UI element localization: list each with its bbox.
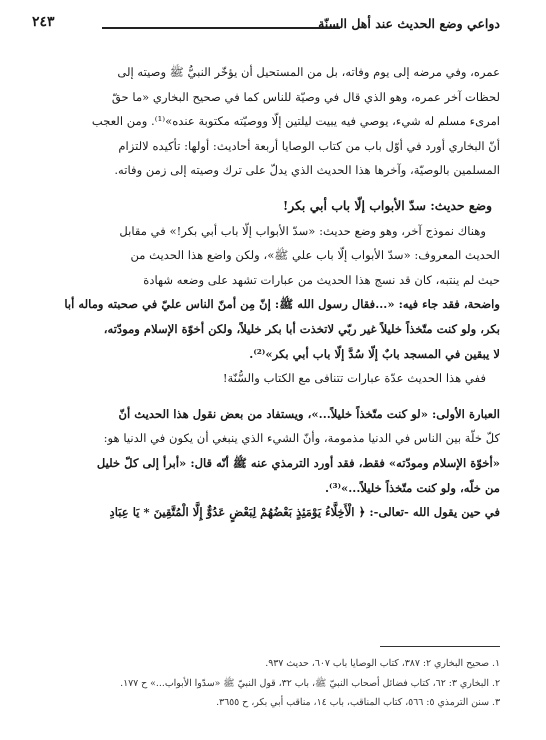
running-header	[32, 14, 500, 36]
spacer	[36, 391, 500, 402]
spacer	[36, 183, 500, 194]
header-rule	[102, 27, 340, 29]
paragraph-2-line: واضحة، فقد جاء فيه: «...فقال رسول الله ﷺ: إنّ مِن أمنّ الناس عليّ في صحبته وماله أبا	[64, 297, 500, 312]
paragraph-1-line: عمره، وفي مرضه إلى يوم وفاته، بل من المستحيل أن يؤخّر النبيُّ ﷺ وصيته إلى	[117, 65, 500, 79]
page-number: ٢٤٣	[32, 14, 55, 30]
footnote-rule	[380, 646, 500, 647]
paragraph-1-line: لحظات آخر عمره، وهو الذي قال في وصيّة للناس كما في صحيح البخاري «ما حقّ	[111, 89, 500, 104]
paragraph-2-line: بكر، ولو كنت متّخذاً خليلاً غير ربّي لاتخذت أبا بكر خليلاً، ولكن أخوّة الإسلام ومودّته،	[103, 321, 500, 336]
paragraph-2-line: الحديث المعروف: «سدّ الأبواب إلّا باب علي ﷺ»، ولكن واضع هذا الحديث من	[130, 248, 500, 263]
paragraph-2-line: وهناك نموذج آخر، وهو وضع حديث: «سدّ الأبواب إلّا باب أبي بكر!» في مقابل	[119, 223, 486, 238]
paragraph-3-line: ففي هذا الحديث عدّة عبارات تتنافى مع الكتاب والسُّنّة!	[222, 371, 486, 386]
footnote-2: ٢. البخاري ٣: ٦٢، كتاب فضائل أصحاب النبيّ ﷺ، باب ٣٢، قول النبيّ ﷺ «سدّوا الأبواب...» ح ١٧٧.	[120, 677, 500, 689]
section-heading: وضع حديث: سدّ الأبواب إلّا باب أبي بكر!	[282, 197, 492, 213]
paragraph-2-line: حيث لم ينتبه، كان قد نسج هذا الحديث من عبارات تشهد على وضعه شهادة	[143, 272, 500, 287]
paragraph-2-line: لا يبقين في المسجد بابٌ إلّا سُدَّ إلّا باب أبي بكر»⁽²⁾.	[249, 346, 500, 361]
paragraph-4-line: في حين يقول الله -تعالى-: ﴿ الْأَخِلَّاءُ يَوْمَئِذٍ بَعْضُهُمْ لِبَعْضٍ عَدُوٌّ إِلَّا الْمُتَّقِينَ * يَا عِبَادِ	[109, 505, 500, 520]
paragraph-1-line: المسلمين بالوصيّة، وآخرها هذا الحديث الذي يدلّ على ترك وصيته إلى زمن وفاته.	[114, 163, 500, 178]
paragraph-1-line: أنّ البخاري أورد في أوّل باب من كتاب الوصايا أربعة أحاديث: أولها: تأكيده لالتزام	[118, 138, 500, 153]
paragraph-4-line: العبارة الأولى: «لو كنت متّخذاً خليلاً...»، ويستفاد من بعض نقول هذا الحديث أنّ	[118, 406, 500, 421]
paragraph-1-line: امرىء مسلم له شيء، يوصي فيه يبيت ليلتين إلّا ووصيّته مكتوبة عنده»⁽¹⁾. ومن العجب	[91, 114, 500, 129]
paragraph-4-line: من خلّه، ولو كنت متّخذاً خليلاً...»⁽³⁾.	[324, 480, 500, 495]
paragraph-4-line: كلّ خلّة بين الناس في الدنيا مذمومة، وأنّ الشيء الذي ينبغي أن يكون في الدنيا هو:	[103, 431, 500, 446]
running-title: دواعي وضع الحديث عند أهل السنّة	[318, 16, 500, 31]
footnotes	[30, 654, 500, 713]
footnote-1: ١. صحيح البخاري ٢: ٣٨٧، كتاب الوصايا باب ٦٠٧، حديث ٩٣٧.	[265, 658, 500, 669]
footnote-3: ٣. سنن الترمذي ٥: ٥٦٦، كتاب المناقب، باب ١٤، مناقب أبي بكر، ح ٣٦٥٥.	[216, 697, 500, 708]
main-text	[36, 60, 500, 525]
paragraph-4-line: «أخوّة الإسلام ومودّته» فقط، فقد أورد الترمذي عنه ﷺ أنّه قال: «أبرأ إلى كلّ خليل	[96, 455, 500, 470]
